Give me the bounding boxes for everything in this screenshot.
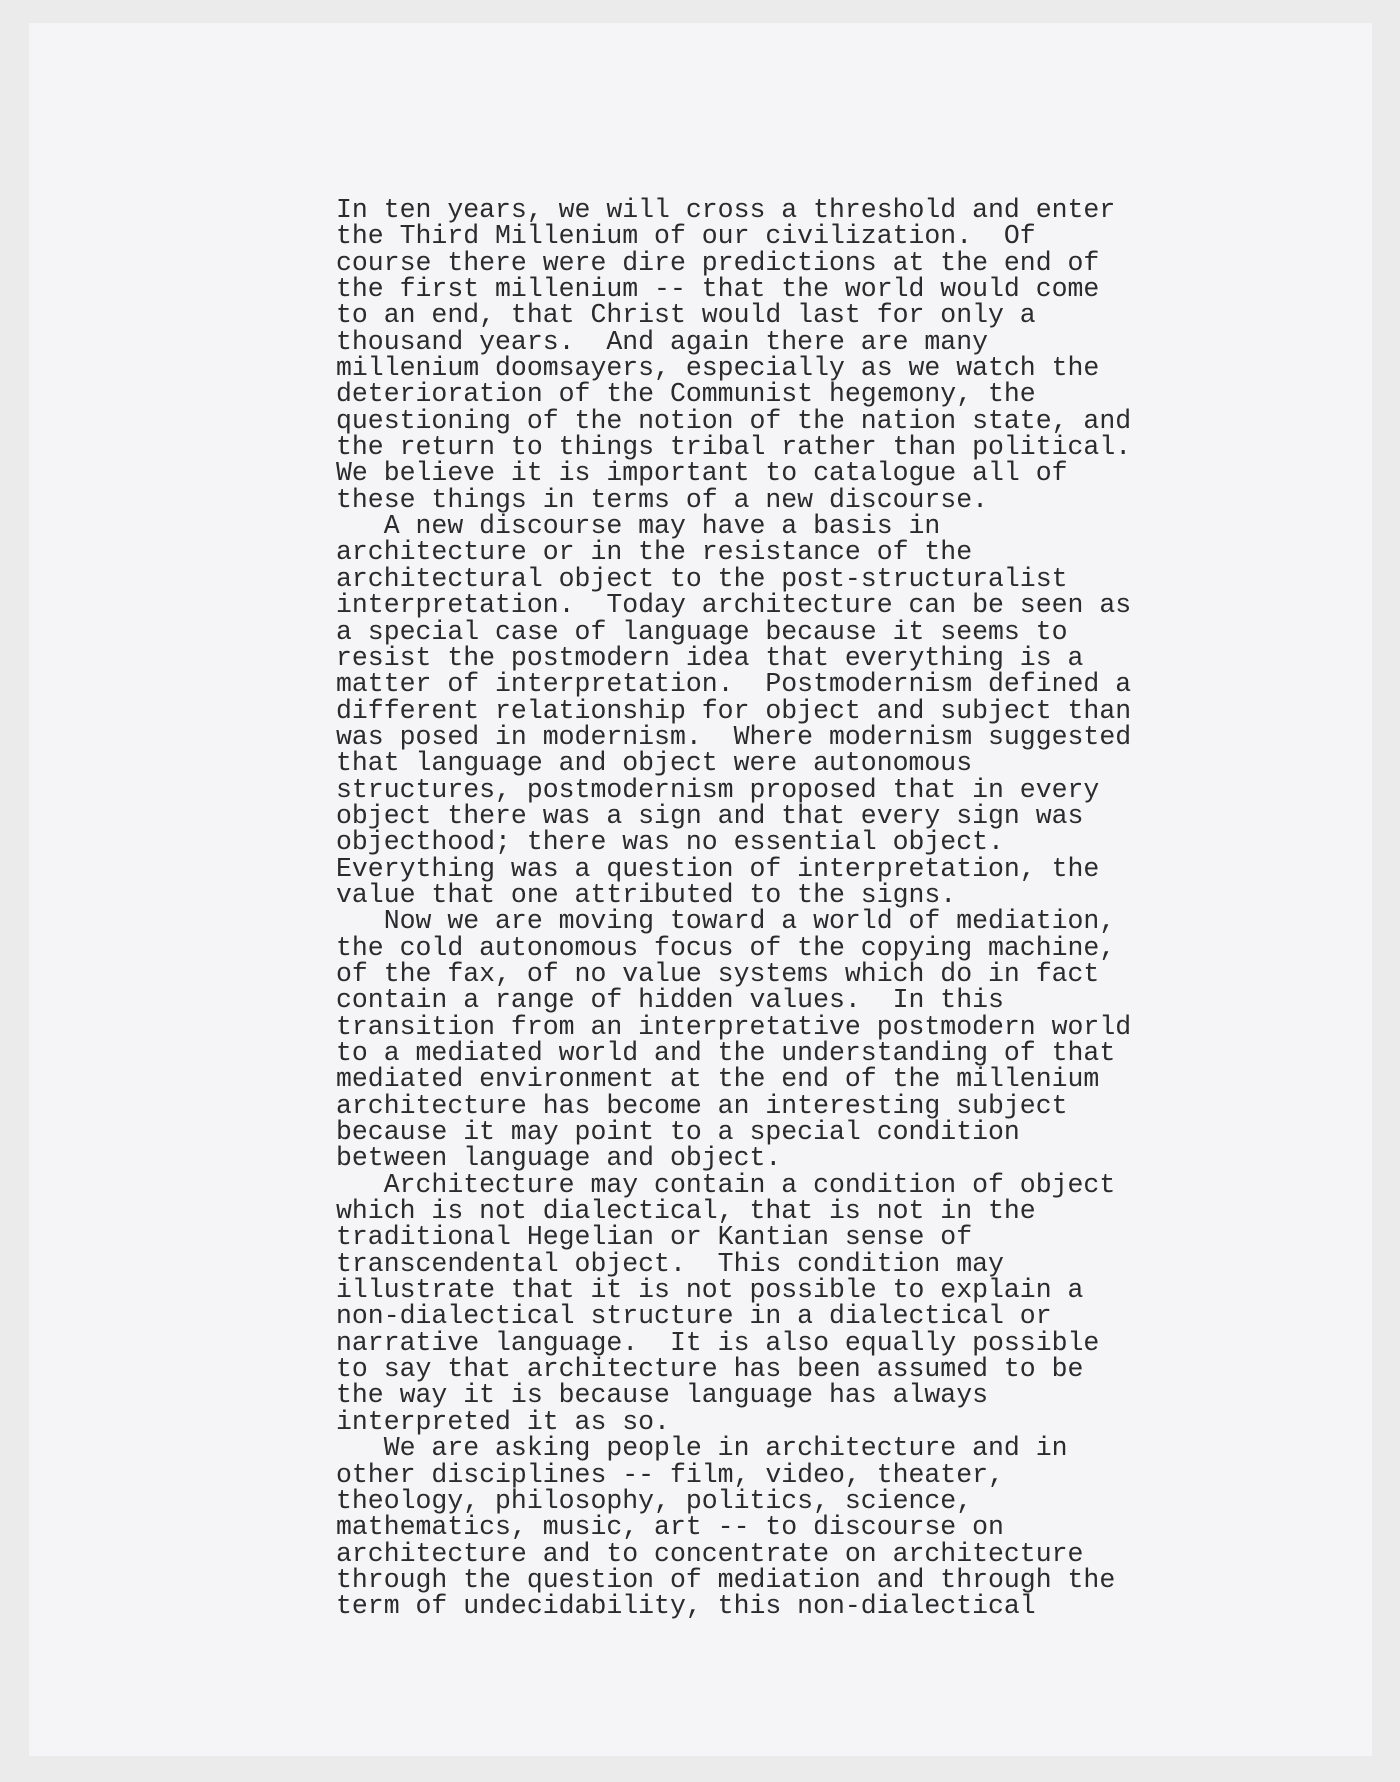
text-line: object there was a sign and that every sign was xyxy=(336,800,1084,831)
text-line: other disciplines -- film, video, theater, xyxy=(336,1459,1004,1490)
text-line: resist the postmodern idea that everything is a xyxy=(336,642,1084,673)
text-line: narrative language. It is also equally possible xyxy=(336,1327,1100,1358)
text-line: term of undecidability, this non-dialectical xyxy=(336,1591,1036,1622)
text-line: traditional Hegelian or Kantian sense of xyxy=(336,1222,973,1253)
text-line: the way it is because language has always xyxy=(336,1380,989,1411)
text-line: matter of interpretation. Postmodernism defined a xyxy=(336,669,1132,700)
text-line: different relationship for object and subject than xyxy=(336,695,1132,726)
text-line: to an end, that Christ would last for only a xyxy=(336,300,1036,331)
text-line: architectural object to the post-structuralist xyxy=(336,563,1068,594)
text-line: that language and object were autonomous xyxy=(336,748,973,779)
text-line: interpreted it as so. xyxy=(336,1406,670,1437)
text-line: millenium doomsayers, especially as we watch the xyxy=(336,353,1100,384)
text-line: the cold autonomous focus of the copying machine, xyxy=(336,932,1116,963)
text-line: theology, philosophy, politics, science, xyxy=(336,1485,973,1516)
text-line: architecture or in the resistance of the xyxy=(336,537,973,568)
text-line: to say that architecture has been assumed to be xyxy=(336,1354,1084,1385)
text-line: a special case of language because it seems to xyxy=(336,616,1068,647)
text-line: Architecture may contain a condition of object xyxy=(336,1169,1116,1200)
text-line: to a mediated world and the understanding of that xyxy=(336,1038,1116,1068)
text-line: Everything was a question of interpretation, the xyxy=(336,853,1100,884)
text-line: thousand years. And again there are many xyxy=(336,326,989,357)
text-line: the Third Millenium of our civilization. Of xyxy=(336,221,1036,252)
text-line: interpretation. Today architecture can be seen as xyxy=(336,590,1132,621)
text-line: A new discourse may have a basis in xyxy=(336,511,941,542)
text-line: mathematics, music, art -- to discourse on xyxy=(336,1512,1004,1543)
paper-page xyxy=(29,23,1372,1756)
text-line: which is not dialectical, that is not in the xyxy=(336,1196,1036,1227)
text-line: We are asking people in architecture and in xyxy=(336,1433,1068,1464)
text-line: of the fax, of no value systems which do in fact xyxy=(336,958,1100,989)
text-line: value that one attributed to the signs. xyxy=(336,879,957,910)
text-line: course there were dire predictions at the end of xyxy=(336,247,1100,278)
text-line: objecthood; there was no essential object. xyxy=(336,827,1004,858)
text-line: questioning of the notion of the nation state, and xyxy=(336,405,1132,436)
text-line: We believe it is important to catalogue all of xyxy=(336,458,1068,489)
text-line: architecture has become an interesting subject xyxy=(336,1090,1068,1121)
text-line: transcendental object. This condition may xyxy=(336,1248,1004,1279)
text-line: mediated environment at the end of the millenium xyxy=(336,1064,1100,1095)
text-line: In ten years, we will cross a threshold and enter xyxy=(336,195,1116,225)
text-line: transition from an interpretative postmodern world xyxy=(336,1011,1132,1042)
text-line: because it may point to a special condition xyxy=(336,1117,1020,1148)
text-line: the return to things tribal rather than political. xyxy=(336,432,1132,463)
text-line: architecture and to concentrate on architecture xyxy=(336,1538,1084,1569)
text-line: through the question of mediation and through the xyxy=(336,1564,1116,1595)
text-line: these things in terms of a new discourse. xyxy=(336,484,989,515)
text-line: the first millenium -- that the world would come xyxy=(336,274,1100,305)
text-line: was posed in modernism. Where modernism suggested xyxy=(336,721,1132,752)
typed-text-body xyxy=(336,197,1156,1620)
text-line: non-dialectical structure in a dialectical or xyxy=(336,1301,1052,1332)
text-line: contain a range of hidden values. In this xyxy=(336,985,1004,1016)
text-line: deterioration of the Communist hegemony, the xyxy=(336,379,1036,410)
text-line: structures, postmodernism proposed that in every xyxy=(336,774,1100,805)
text-line: Now we are moving toward a world of mediation, xyxy=(336,906,1116,937)
text-line: illustrate that it is not possible to explain a xyxy=(336,1275,1084,1306)
text-line: between language and object. xyxy=(336,1143,782,1174)
